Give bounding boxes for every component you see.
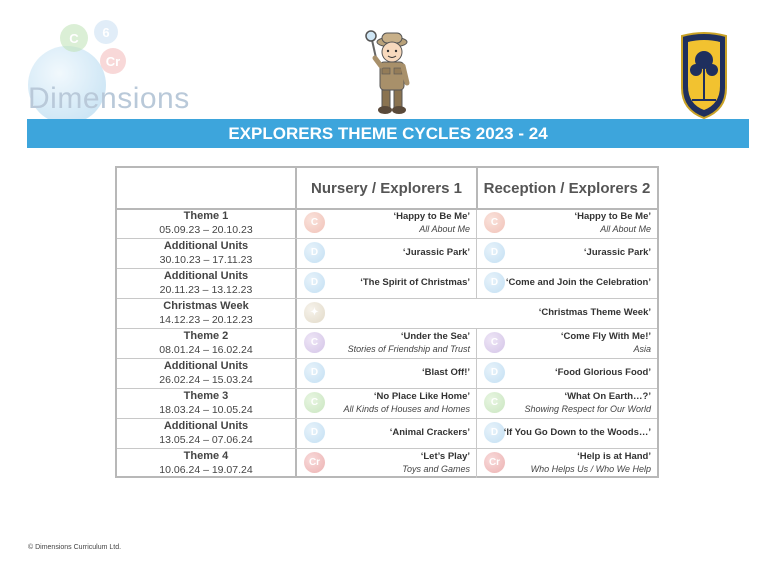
- nursery-unit-cell: [297, 328, 476, 358]
- school-crest-icon: [678, 30, 730, 120]
- dimensions-d-icon: D: [484, 272, 505, 293]
- unit-subtitle: All About Me: [419, 224, 470, 234]
- term-dates: 08.01.24 – 16.02.24: [159, 344, 253, 356]
- creativity-cr-icon: Cr: [484, 452, 505, 473]
- term-cell: [117, 208, 295, 238]
- term-dates: 10.06.24 – 19.07.24: [159, 464, 253, 476]
- unit-subtitle: Asia: [633, 344, 651, 354]
- table-row: [117, 388, 657, 419]
- unit-title: ‘Happy to Be Me’: [393, 211, 470, 222]
- unit-subtitle: All Kinds of Houses and Homes: [343, 404, 470, 414]
- unit-title: ‘Jurassic Park’: [583, 247, 651, 258]
- christmas-tree-icon: ✦: [304, 302, 325, 323]
- unit-title: ‘Jurassic Park’: [402, 247, 470, 258]
- unit-title: ‘Help is at Hand’: [577, 451, 651, 462]
- table-header-row: [117, 168, 657, 210]
- table-row: [117, 448, 657, 478]
- dimensions-d-icon: D: [304, 272, 325, 293]
- banner-title: EXPLORERS THEME CYCLES 2023 - 24: [228, 123, 548, 143]
- dimensions-d-icon: D: [484, 242, 505, 263]
- reception-unit-cell: [477, 238, 657, 268]
- unit-title: ‘Blast Off!’: [421, 367, 470, 378]
- logo-green-bubble: C: [60, 24, 88, 52]
- term-name: Additional Units: [163, 240, 249, 252]
- citizenship-icon: C: [304, 332, 325, 353]
- table-row: [117, 208, 657, 239]
- creativity-icon: C: [304, 392, 325, 413]
- term-cell: [117, 238, 295, 268]
- term-cell: [117, 388, 295, 418]
- term-dates: 05.09.23 – 20.10.23: [159, 224, 253, 236]
- reception-unit-cell: [477, 448, 657, 478]
- term-dates: 14.12.23 – 20.12.23: [159, 314, 253, 326]
- unit-subtitle: Stories of Friendship and Trust: [347, 344, 470, 354]
- logo-text: Dimensions: [28, 82, 190, 115]
- term-name: Theme 3: [183, 390, 229, 402]
- term-cell: [117, 268, 295, 298]
- dimensions-d-icon: D: [484, 362, 505, 383]
- creativity-cr-icon: Cr: [304, 452, 325, 473]
- unit-title: ‘Animal Crackers’: [389, 427, 470, 438]
- term-name: Additional Units: [163, 270, 249, 282]
- term-dates: 13.05.24 – 07.06.24: [159, 434, 253, 446]
- unit-title: ‘What On Earth…?’: [564, 391, 651, 402]
- table-row: [117, 328, 657, 359]
- reception-unit-cell: [477, 208, 657, 238]
- communication-icon: C: [304, 212, 325, 233]
- term-cell: [117, 448, 295, 478]
- nursery-unit-cell: [297, 388, 476, 418]
- nursery-unit-cell: [297, 268, 476, 298]
- term-cell: [117, 358, 295, 388]
- logo-red-bubble: Cr: [100, 48, 126, 74]
- explorer-character-illustration: [363, 28, 417, 116]
- unit-title: ‘Under the Sea’: [400, 331, 470, 342]
- copyright-footer: © Dimensions Curriculum Ltd.: [28, 544, 122, 551]
- citizenship-icon: C: [484, 332, 505, 353]
- unit-subtitle: Who Helps Us / Who We Help: [530, 464, 651, 474]
- term-name: Additional Units: [163, 360, 249, 372]
- unit-title: ‘Come and Join the Celebration’: [505, 277, 651, 288]
- theme-cycles-table: [115, 166, 659, 478]
- term-cell: [117, 328, 295, 358]
- unit-title: ‘The Spirit of Christmas’: [360, 277, 470, 288]
- term-name: Theme 1: [183, 210, 229, 222]
- term-name: Christmas Week: [163, 300, 249, 312]
- unit-subtitle: All About Me: [600, 224, 651, 234]
- reception-unit-cell: [477, 328, 657, 358]
- nursery-unit-cell: [297, 448, 476, 478]
- creativity-icon: C: [484, 392, 505, 413]
- dimensions-d-icon: D: [484, 422, 505, 443]
- nursery-unit-cell: [297, 418, 476, 448]
- term-dates: 26.02.24 – 15.03.24: [159, 374, 253, 386]
- table-row: [117, 298, 657, 329]
- title-banner: [27, 119, 749, 148]
- unit-title: ‘Christmas Theme Week’: [538, 307, 651, 318]
- table-row: [117, 358, 657, 389]
- dimensions-d-icon: D: [304, 422, 325, 443]
- reception-unit-cell: [477, 388, 657, 418]
- column-header-reception: Reception / Explorers 2: [483, 179, 651, 197]
- table-row: [117, 238, 657, 269]
- dimensions-d-icon: D: [304, 242, 325, 263]
- communication-icon: C: [484, 212, 505, 233]
- nursery-unit-cell: [297, 358, 476, 388]
- unit-subtitle: Toys and Games: [402, 464, 470, 474]
- term-dates: 18.03.24 – 10.05.24: [159, 404, 253, 416]
- term-dates: 20.11.23 – 13.12.23: [159, 284, 253, 296]
- term-dates: 30.10.23 – 17.11.23: [159, 254, 253, 266]
- unit-title: ‘Let’s Play’: [420, 451, 470, 462]
- unit-title: ‘Come Fly With Me!’: [560, 331, 651, 342]
- term-cell: [117, 298, 295, 328]
- term-name: Additional Units: [163, 420, 249, 432]
- term-cell: [117, 418, 295, 448]
- table-row: [117, 418, 657, 449]
- nursery-unit-cell: [297, 238, 476, 268]
- unit-title: ‘If You Go Down to the Woods…’: [503, 427, 651, 438]
- nursery-unit-cell: [297, 208, 476, 238]
- unit-title: ‘Food Glorious Food’: [554, 367, 651, 378]
- dimensions-logo: [28, 20, 198, 115]
- table-row: [117, 268, 657, 299]
- unit-title: ‘Happy to Be Me’: [574, 211, 651, 222]
- term-name: Theme 2: [183, 330, 229, 342]
- logo-blue-bubble: 6: [94, 20, 118, 44]
- unit-title: ‘No Place Like Home’: [373, 391, 470, 402]
- unit-subtitle: Showing Respect for Our World: [524, 404, 651, 414]
- reception-unit-cell: [477, 358, 657, 388]
- reception-unit-cell: [477, 418, 657, 448]
- merged-unit-cell: [297, 298, 657, 328]
- reception-unit-cell: [477, 268, 657, 298]
- term-name: Theme 4: [183, 450, 229, 462]
- column-header-nursery: Nursery / Explorers 1: [311, 179, 462, 197]
- dimensions-d-icon: D: [304, 362, 325, 383]
